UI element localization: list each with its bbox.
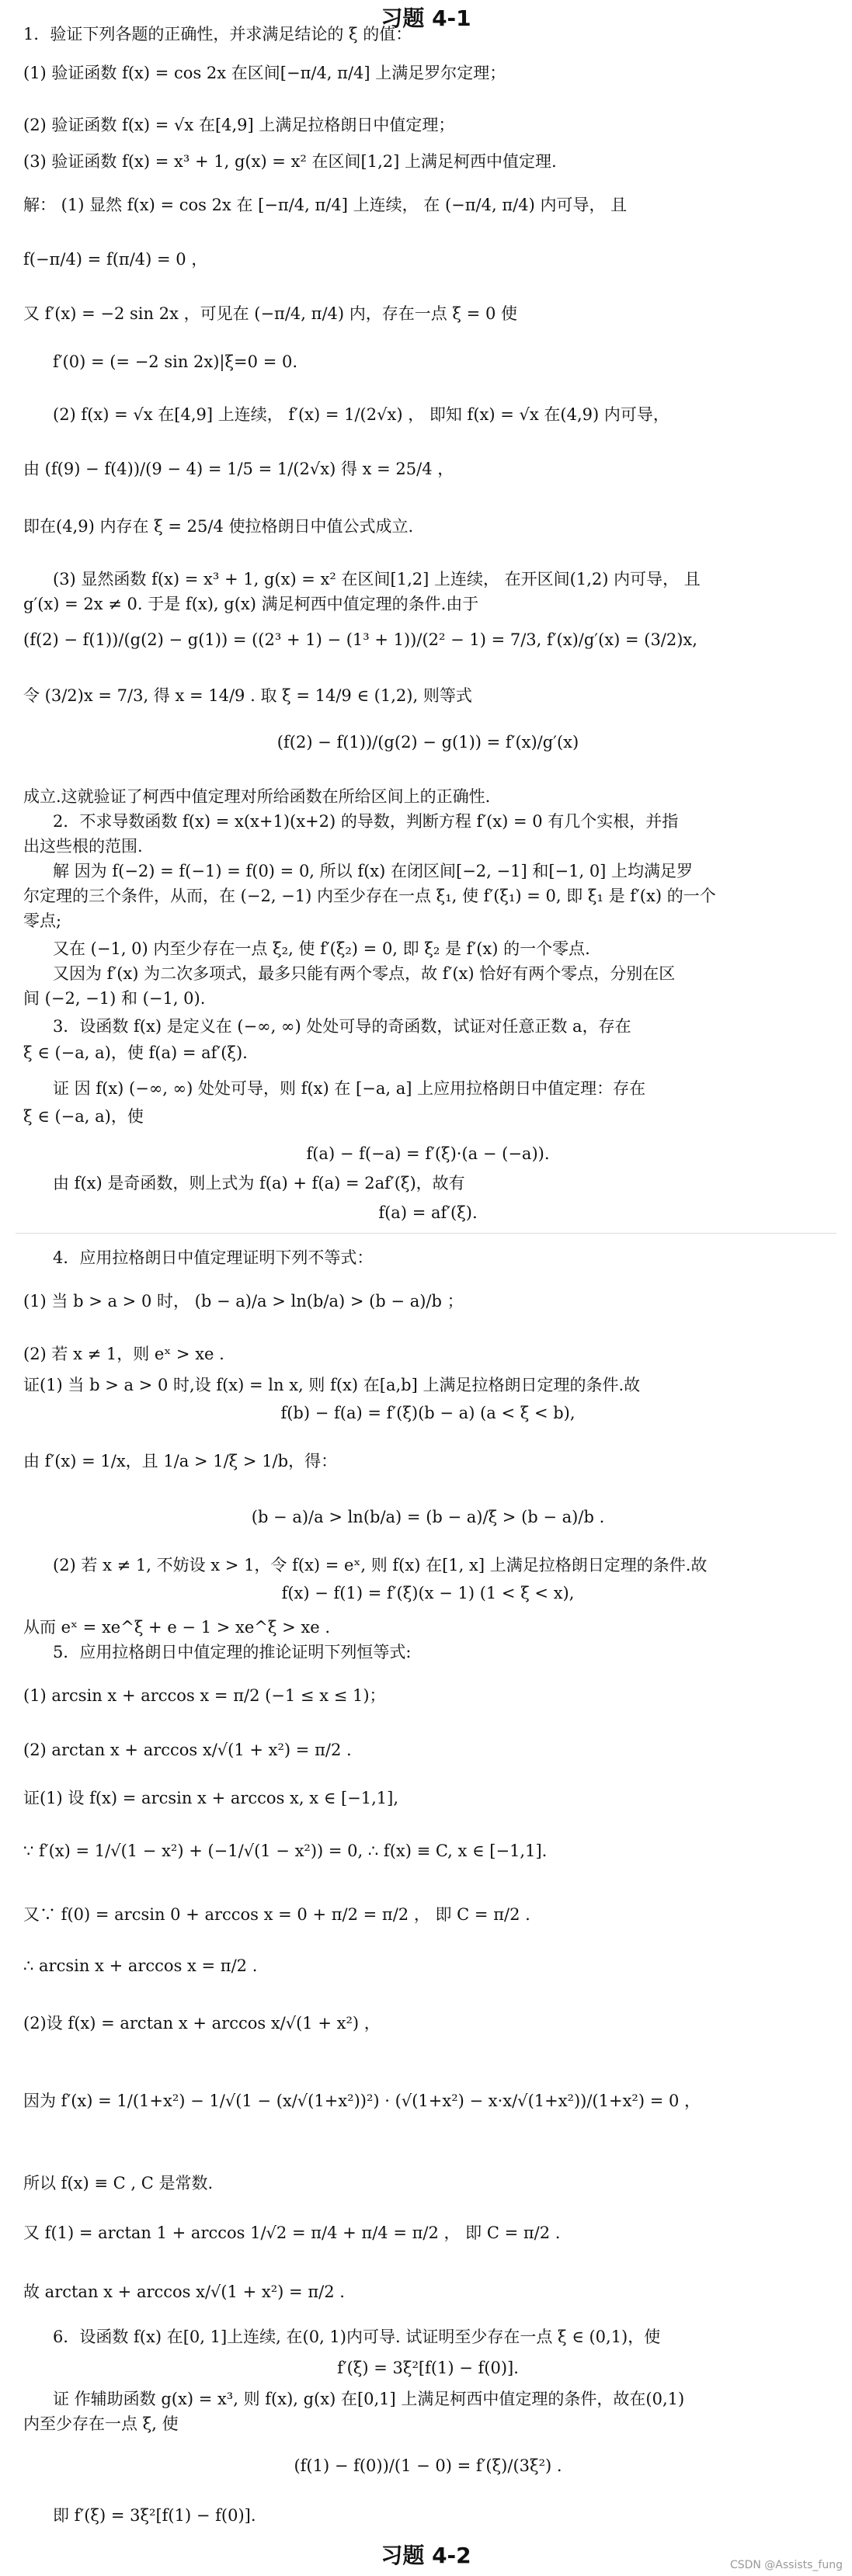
text-line: 由 f(x) 是奇函数，则上式为 f(a) + f(a) = 2af′(ξ)，故有 [53,1174,465,1193]
text-line: 又∵ f(0) = arcsin 0 + arccos x = 0 + π/2 = π/2 ， 即 C = π/2 . [23,1905,530,1924]
text-line: 由 f′(x) = 1/x，且 1/a > 1/ξ > 1/b，得： [23,1452,338,1470]
text-line: (f(2) − f(1))/(g(2) − g(1)) = ((2³ + 1) − (1³ + 1))/(2² − 1) = 7/3, f′(x)/g′(x) = (3/2)x, [23,630,697,649]
text-line: 间 (−2, −1) 和 (−1, 0). [23,989,206,1008]
text-line: 证 因 f(x) (−∞, ∞) 处处可导，则 f(x) 在 [−a, a] 上应用拉格朗日中值定理：存在 [53,1079,646,1098]
text-line: 尔定理的三个条件，从而，在 (−2, −1) 内至少存在一点 ξ₁, 使 f′(ξ₁) = 0, 即 ξ₁ 是 f′(x) 的一个 [23,887,716,905]
text-line: ξ ∈ (−a, a)，使 f(a) = af′(ξ). [23,1043,248,1062]
text-line: (2) 若 x ≠ 1, 不妨设 x > 1，令 f(x) = eˣ, 则 f(x) 在[1, x] 上满足拉格朗日定理的条件.故 [53,1556,708,1574]
text-line: 解： (1) 显然 f(x) = cos 2x 在 [−π/4, π/4] 上连续， 在 (−π/4, π/4) 内可导， 且 [23,196,628,214]
text-line: 又 f(1) = arctan 1 + arccos 1/√2 = π/4 + π/4 = π/2 ， 即 C = π/2 . [23,2224,561,2242]
text-line: 令 (3/2)x = 7/3, 得 x = 14/9 . 取 ξ = 14/9 ∈ (1,2), 则等式 [23,686,472,705]
text-line: (2) f(x) = √x 在[4,9] 上连续， f′(x) = 1/(2√x) ， 即知 f(x) = √x 在(4,9) 内可导， [53,405,669,424]
text-line: (3) 显然函数 f(x) = x³ + 1, g(x) = x² 在区间[1,2] 上连续， 在开区间(1,2) 内可导， 且 [53,570,701,588]
text-line: 即 f′(ξ) = 3ξ²[f(1) − f(0)]. [53,2506,256,2525]
text-line: (b − a)/a > ln(b/a) = (b − a)/ξ > (b − a)/b . [251,1508,605,1526]
text-line: 又因为 f′(x) 为二次多项式，最多只能有两个零点，故 f′(x) 恰好有两个零点，分别在区 [53,964,676,983]
text-line: 因为 f′(x) = 1/(1+x²) − 1/√(1 − (x/√(1+x²))²) · (√(1+x²) − x·x/√(1+x²))/(1+x²) = 0 ， [23,2092,701,2110]
section-divider [16,1233,836,1234]
text-line: f(−π/4) = f(π/4) = 0 ， [23,250,208,269]
watermark: CSDN @Assists_fung [729,2559,843,2571]
text-line: 证(1) 当 b > a > 0 时,设 f(x) = ln x, 则 f(x) 在[a,b] 上满足拉格朗日定理的条件.故 [23,1376,641,1394]
text-line: 内至少存在一点 ξ, 使 [23,2415,179,2433]
text-line: (1) 验证函数 f(x) = cos 2x 在区间[−π/4, π/4] 上满足罗尔定理； [23,64,506,82]
text-line: ξ ∈ (−a, a)，使 [23,1107,144,1126]
text-line: 4．应用拉格朗日中值定理证明下列不等式： [53,1248,374,1267]
text-line: f(a) − f(−a) = f′(ξ)·(a − (−a)). [306,1144,550,1163]
text-line: f′(0) = (= −2 sin 2x)|ξ=0 = 0. [53,352,297,371]
text-line: (2) arctan x + arccos x/√(1 + x²) = π/2 . [23,1741,352,1759]
text-line: g′(x) = 2x ≠ 0. 于是 f(x), g(x) 满足柯西中值定理的条件.由于 [23,595,479,613]
text-line: f(b) − f(a) = f′(ξ)(b − a) (a < ξ < b), [280,1404,576,1422]
text-line: 证(1) 设 f(x) = arcsin x + arccos x, x ∈ [−1,1], [23,1789,399,1807]
text-line: 解 因为 f(−2) = f(−1) = f(0) = 0, 所以 f(x) 在闭区间[−2, −1] 和[−1, 0] 上均满足罗 [53,862,694,880]
text-line: 6．设函数 f(x) 在[0, 1]上连续, 在(0, 1)内可导. 试证明至少存在一点 ξ ∈ (0,1)，使 [53,2328,661,2346]
text-line: 从而 eˣ = xe^ξ + e − 1 > xe^ξ > xe . [23,1618,331,1637]
text-line: (f(1) − f(0))/(1 − 0) = f′(ξ)/(3ξ²) . [294,2456,562,2475]
text-line: 5．应用拉格朗日中值定理的推论证明下列恒等式: [53,1643,412,1661]
text-line: 出这些根的范围. [23,837,143,856]
text-line: 3．设函数 f(x) 是定义在 (−∞, ∞) 处处可导的奇函数，试证对任意正数 a，存在 [53,1017,631,1036]
text-line: 1．验证下列各题的正确性，并求满足结论的 ξ 的值： [23,25,412,43]
text-line: 证 作辅助函数 g(x) = x³, 则 f(x), g(x) 在[0,1] 上满足柯西中值定理的条件，故在(0,1) [53,2390,685,2408]
text-line: 成立.这就验证了柯西中值定理对所给函数在所给区间上的正确性. [23,787,491,806]
text-line: 即在(4,9) 内存在 ξ = 25/4 使拉格朗日中值公式成立. [23,517,414,536]
text-line: (2) 若 x ≠ 1，则 eˣ > xe . [23,1345,224,1363]
next-section-heading: 习题 4-2 [381,2543,471,2568]
text-line: f(a) = af′(ξ). [378,1203,478,1222]
text-line: 2．不求导数函数 f(x) = x(x+1)(x+2) 的导数，判断方程 f′(x) = 0 有几个实根，并指 [53,812,679,831]
text-line: ∵ f′(x) = 1/√(1 − x²) + (−1/√(1 − x²)) = 0, ∴ f(x) ≡ C, x ∈ [−1,1]. [23,1842,548,1860]
text-line: 故 arctan x + arccos x/√(1 + x²) = π/2 . [23,2283,345,2301]
text-line: (2)设 f(x) = arctan x + arccos x/√(1 + x²) ， [23,2014,381,2033]
text-line: 零点; [23,911,62,930]
text-line: (f(2) − f(1))/(g(2) − g(1)) = f′(x)/g′(x) [276,733,579,752]
text-line: 所以 f(x) ≡ C , C 是常数. [23,2174,214,2192]
text-line: (2) 验证函数 f(x) = √x 在[4,9] 上满足拉格朗日中值定理； [23,116,455,134]
text-line: ∴ arcsin x + arccos x = π/2 . [23,1956,258,1975]
text-line: f(x) − f(1) = f′(ξ)(x − 1) (1 < ξ < x), [281,1584,575,1602]
text-line: f′(ξ) = 3ξ²[f(1) − f(0)]. [337,2359,519,2377]
page-heading: 习题 4-1 [381,5,471,31]
text-line: (1) arcsin x + arccos x = π/2 (−1 ≤ x ≤ 1)； [23,1686,386,1705]
text-line: 由 (f(9) − f(4))/(9 − 4) = 1/5 = 1/(2√x) 得 x = 25/4 ， [23,460,454,478]
text-line: 又 f′(x) = −2 sin 2x ，可见在 (−π/4, π/4) 内，存在一点 ξ = 0 使 [23,304,517,323]
text-line: (1) 当 b > a > 0 时， (b − a)/a > ln(b/a) > (b − a)/b ； [23,1292,464,1311]
text-line: (3) 验证函数 f(x) = x³ + 1, g(x) = x² 在区间[1,2] 上满足柯西中值定理. [23,152,557,171]
text-line: 又在 (−1, 0) 内至少存在一点 ξ₂, 使 f′(ξ₂) = 0, 即 ξ₂ 是 f′(x) 的一个零点. [53,939,590,958]
